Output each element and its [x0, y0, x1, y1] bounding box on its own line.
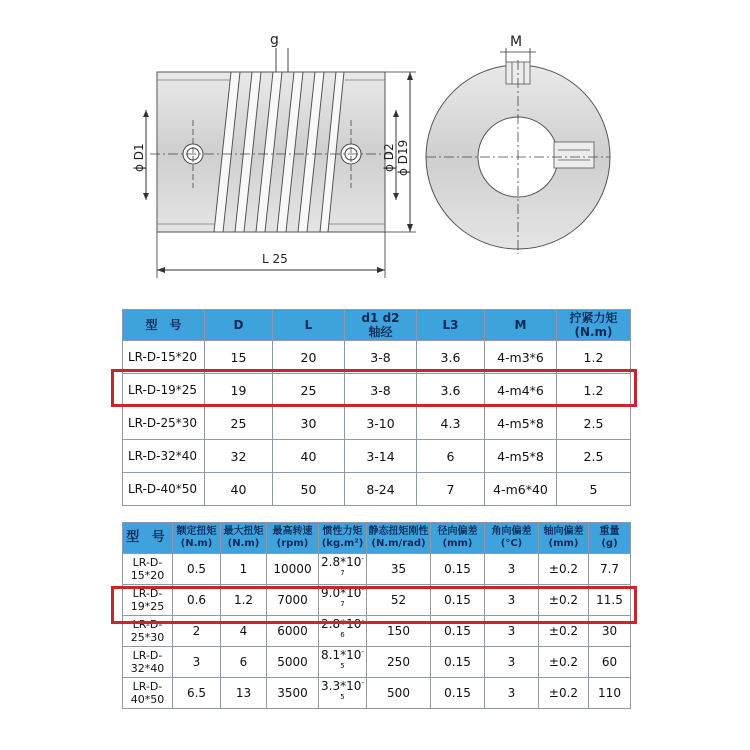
col-d: D [205, 310, 273, 341]
value-cell: 0.15 [431, 616, 485, 647]
col-torque-label: 拧紧力矩 [569, 311, 618, 325]
perf-col-header [367, 523, 431, 554]
value-cell [319, 678, 367, 709]
perf-col-header-top: 惯性力矩 [322, 526, 363, 537]
col-l: L [273, 310, 345, 341]
value-cell: 4-m6*40 [485, 473, 557, 506]
value-cell: 500 [367, 678, 431, 709]
value-cell: 3-8 [345, 341, 417, 374]
model-cell: LR-D-40*50 [123, 473, 205, 506]
value-cell: ±0.2 [539, 554, 589, 585]
coupling-side-view [143, 48, 416, 278]
coupling-technical-drawing [0, 0, 750, 300]
model-cell [123, 678, 173, 709]
value-cell: 0.15 [431, 585, 485, 616]
inertia-base: 9.0*10 [321, 586, 362, 600]
value-cell: 4.3 [417, 407, 485, 440]
value-cell: 1.2 [557, 341, 631, 374]
table-row [123, 407, 631, 440]
label-d19: ϕ D19 [396, 139, 410, 176]
value-cell: 3-14 [345, 440, 417, 473]
col-l3: L3 [417, 310, 485, 341]
model-prefix: LR-D- [132, 680, 163, 693]
perf-col-header-top: 轴向偏差 [543, 526, 584, 537]
label-g: g [270, 32, 279, 48]
col-d1d2 [345, 310, 417, 341]
col-d1d2-label: d1 d2 [361, 311, 400, 325]
value-cell: 3 [485, 647, 539, 678]
model-cell [123, 585, 173, 616]
inertia-base: 8.1*10 [321, 648, 362, 662]
perf-col-header-unit: (N.m/rad) [371, 538, 426, 549]
value-cell: 3-10 [345, 407, 417, 440]
perf-col-header-top: 额定扭矩 [176, 526, 217, 537]
value-cell: 1 [221, 554, 267, 585]
performance-table-header [123, 523, 631, 554]
value-cell: 1.2 [221, 585, 267, 616]
perf-col-header [319, 523, 367, 554]
value-cell: 3 [485, 616, 539, 647]
table-row [123, 616, 631, 647]
table-row [123, 554, 631, 585]
perf-col-header [539, 523, 589, 554]
perf-col-header-unit: (kg.m²) [321, 538, 364, 549]
col-torque-sub: (N.m) [574, 325, 613, 339]
value-cell: 50 [273, 473, 345, 506]
model-cell: LR-D-25*30 [123, 407, 205, 440]
table-row [123, 440, 631, 473]
value-cell: 25 [273, 374, 345, 407]
value-cell: 7.7 [589, 554, 631, 585]
value-cell: 4-m4*6 [485, 374, 557, 407]
perf-col-header-top: 最大扭矩 [223, 526, 264, 537]
perf-col-header-top: 径向偏差 [437, 526, 478, 537]
value-cell: 4-m3*6 [485, 341, 557, 374]
model-prefix: LR-D- [132, 618, 163, 631]
value-cell: 5 [557, 473, 631, 506]
value-cell: 11.5 [589, 585, 631, 616]
col-d1d2-sub: 轴经 [368, 325, 393, 339]
model-cell: LR-D-19*25 [123, 374, 205, 407]
value-cell: ±0.2 [539, 678, 589, 709]
label-d1: ϕ D1 [132, 143, 146, 172]
value-cell [319, 554, 367, 585]
perf-col-header-top: 角向偏差 [491, 526, 532, 537]
perf-col-header-top: 静态扭矩刚性 [368, 526, 429, 537]
value-cell: 35 [367, 554, 431, 585]
value-cell: 32 [205, 440, 273, 473]
value-cell: 7 [417, 473, 485, 506]
inertia-base: 2.8*10 [321, 617, 362, 631]
value-cell: 2.5 [557, 407, 631, 440]
table-row [123, 678, 631, 709]
label-m: M [510, 34, 523, 50]
value-cell: 40 [273, 440, 345, 473]
value-cell: 0.15 [431, 678, 485, 709]
value-cell: 52 [367, 585, 431, 616]
value-cell: 3.6 [417, 341, 485, 374]
col-torque [557, 310, 631, 341]
inertia-exponent: -6 [340, 617, 364, 639]
model-cell [123, 616, 173, 647]
model-prefix: LR-D- [132, 556, 163, 569]
model-size: 15*20 [130, 569, 165, 582]
perf-col-header-unit: (mm) [442, 538, 473, 549]
value-cell: 0.6 [173, 585, 221, 616]
value-cell: 13 [221, 678, 267, 709]
value-cell [319, 647, 367, 678]
model-cell: LR-D-32*40 [123, 440, 205, 473]
value-cell: 8-24 [345, 473, 417, 506]
value-cell: 0.5 [173, 554, 221, 585]
inertia-exponent: -7 [340, 586, 364, 608]
inertia-base: 3.3*10 [321, 679, 362, 693]
performance-table [122, 522, 631, 709]
value-cell: ±0.2 [539, 585, 589, 616]
value-cell: 6 [417, 440, 485, 473]
value-cell: 3-8 [345, 374, 417, 407]
model-prefix: LR-D- [132, 587, 163, 600]
value-cell: 15 [205, 341, 273, 374]
value-cell: 110 [589, 678, 631, 709]
col-model: 型 号 [123, 310, 205, 341]
value-cell: 7000 [267, 585, 319, 616]
label-d2: ϕ D2 [382, 143, 396, 172]
value-cell: 3 [485, 585, 539, 616]
value-cell: 5000 [267, 647, 319, 678]
model-size: 40*50 [130, 693, 165, 706]
value-cell: 4 [221, 616, 267, 647]
value-cell: 3500 [267, 678, 319, 709]
coupling-end-view [426, 48, 610, 254]
perf-col-header-unit: (N.m) [227, 538, 260, 549]
value-cell: 25 [205, 407, 273, 440]
value-cell: 19 [205, 374, 273, 407]
model-cell [123, 647, 173, 678]
model-prefix: LR-D- [132, 649, 163, 662]
value-cell: 20 [273, 341, 345, 374]
dimension-table-header [123, 310, 631, 341]
table-row [123, 473, 631, 506]
value-cell: 6.5 [173, 678, 221, 709]
model-cell [123, 554, 173, 585]
perf-col-header [173, 523, 221, 554]
perf-col-header [123, 523, 173, 554]
model-size: 25*30 [130, 631, 165, 644]
perf-col-header-unit: (g) [601, 538, 618, 549]
value-cell: 0.15 [431, 554, 485, 585]
inertia-exponent: -5 [340, 679, 364, 701]
value-cell: ±0.2 [539, 647, 589, 678]
value-cell: 3.6 [417, 374, 485, 407]
value-cell: 10000 [267, 554, 319, 585]
perf-col-header-top: 最高转速 [272, 526, 313, 537]
inertia-base: 2.8*10 [321, 555, 362, 569]
perf-col-header-unit: (N.m) [180, 538, 213, 549]
value-cell: 6 [221, 647, 267, 678]
inertia-exponent: -5 [340, 648, 364, 670]
value-cell: 30 [273, 407, 345, 440]
perf-col-header [431, 523, 485, 554]
perf-col-header [267, 523, 319, 554]
value-cell: ±0.2 [539, 616, 589, 647]
value-cell: 40 [205, 473, 273, 506]
perf-col-header-top: 型 号 [126, 530, 169, 545]
table-row [123, 341, 631, 374]
value-cell: 30 [589, 616, 631, 647]
table-row [123, 647, 631, 678]
model-size: 19*25 [130, 600, 165, 613]
perf-col-header-top: 重量 [599, 526, 620, 537]
perf-col-header-unit: (°C) [500, 538, 523, 549]
perf-col-header [589, 523, 631, 554]
perf-col-header [221, 523, 267, 554]
table-row [123, 585, 631, 616]
perf-col-header [485, 523, 539, 554]
value-cell: 3 [485, 554, 539, 585]
col-m: M [485, 310, 557, 341]
value-cell [319, 616, 367, 647]
value-cell: 6000 [267, 616, 319, 647]
label-l25: L 25 [262, 252, 288, 266]
perf-col-header-unit: (rpm) [276, 538, 309, 549]
model-size: 32*40 [130, 662, 165, 675]
value-cell: 2 [173, 616, 221, 647]
value-cell: 4-m5*8 [485, 407, 557, 440]
perf-col-header-unit: (mm) [548, 538, 579, 549]
model-cell: LR-D-15*20 [123, 341, 205, 374]
value-cell: 150 [367, 616, 431, 647]
value-cell: 3 [173, 647, 221, 678]
value-cell: 3 [485, 678, 539, 709]
inertia-exponent: -7 [340, 555, 364, 577]
table-row [123, 374, 631, 407]
value-cell [319, 585, 367, 616]
value-cell: 0.15 [431, 647, 485, 678]
value-cell: 2.5 [557, 440, 631, 473]
dimension-table [122, 309, 631, 506]
value-cell: 4-m5*8 [485, 440, 557, 473]
value-cell: 60 [589, 647, 631, 678]
value-cell: 250 [367, 647, 431, 678]
value-cell: 1.2 [557, 374, 631, 407]
